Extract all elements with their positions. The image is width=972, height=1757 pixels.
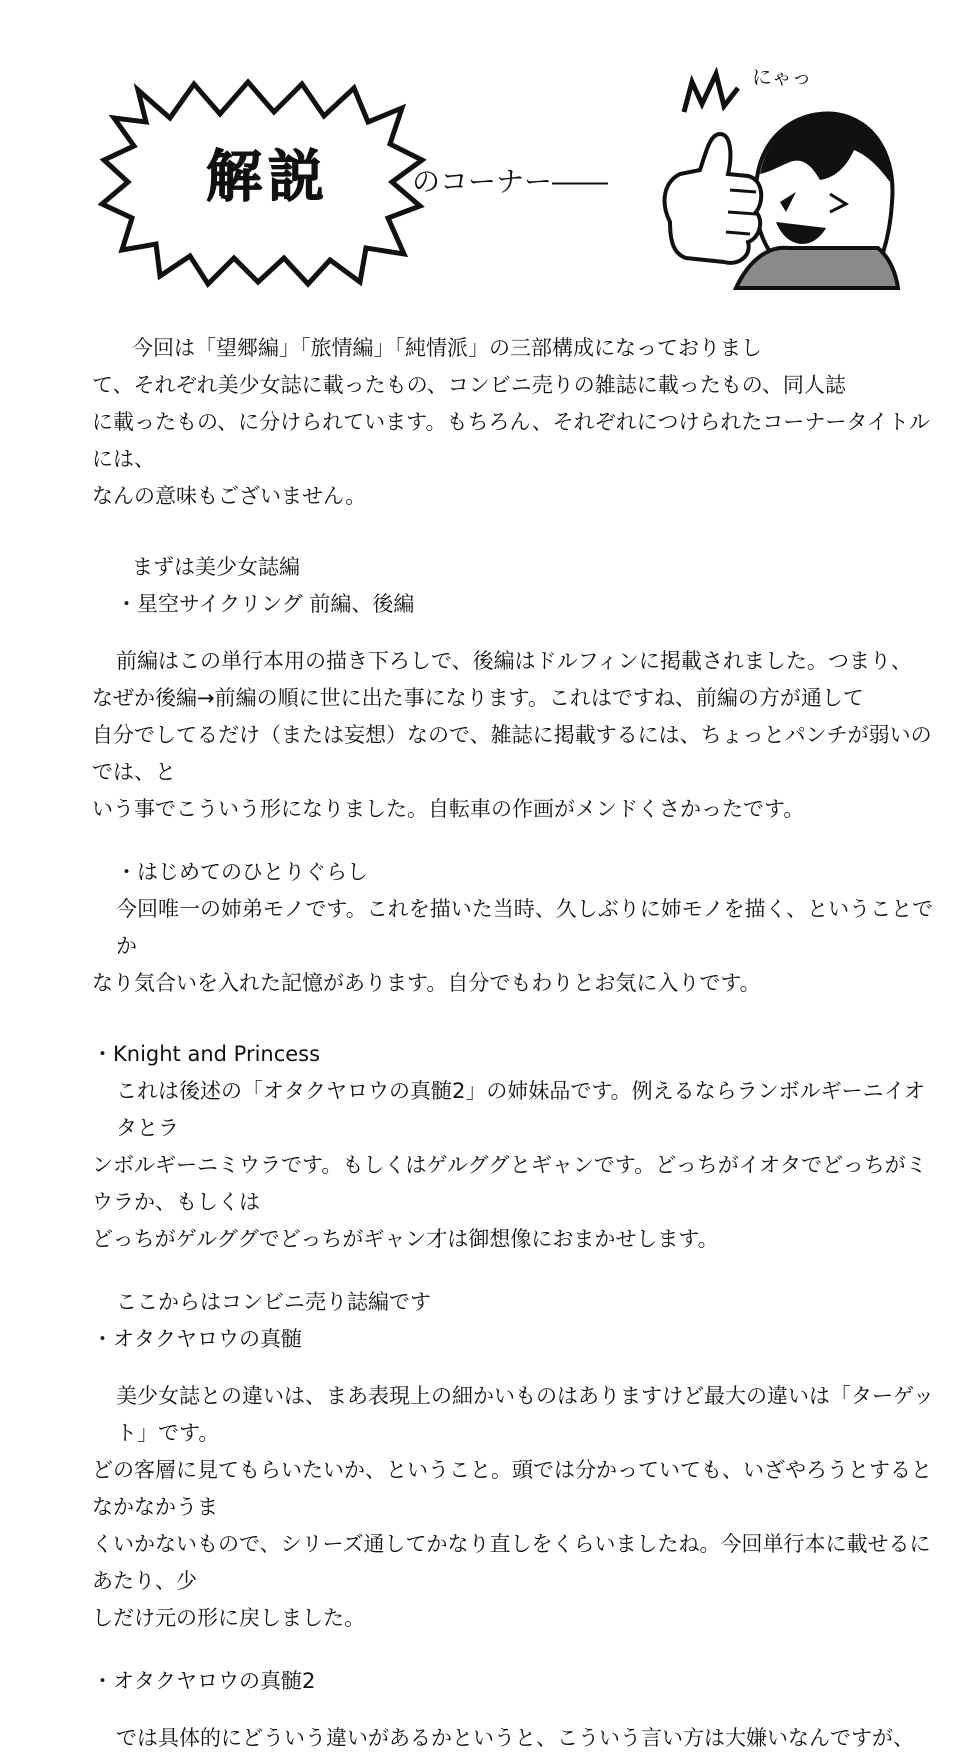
- item-paragraph: [92, 1378, 942, 1637]
- title-suffix: のコーナー――: [412, 165, 609, 198]
- item-paragraph: [92, 1720, 942, 1757]
- paragraph-line: いう事でこういう形になりました。自転車の作画がメンドくさかったです。: [92, 797, 805, 821]
- section-heading: ここからはコンビニ売り誌編です: [116, 1290, 431, 1314]
- page-header: [0, 0, 972, 320]
- thumbs-up-girl-icon: [640, 62, 900, 292]
- item-title: ・Knight and Princess: [92, 1042, 321, 1066]
- paragraph-line: しだけ元の形に戻しました。: [92, 1606, 365, 1630]
- paragraph-line: ンボルギーニミウラです。もしくはゲルググとギャンです。どっちがイオタでどっちがミウラか、もしくは: [92, 1153, 927, 1214]
- page-title: 解説: [206, 145, 330, 210]
- item-title: ・はじめてのひとりぐらし: [116, 860, 368, 884]
- item-title: ・オタクヤロウの真髄2: [92, 1669, 316, 1693]
- intro-line: に載ったもの、に分けられています。もちろん、それぞれにつけられたコーナータイトルには、: [92, 410, 930, 471]
- paragraph-line: 今回唯一の姉弟モノです。これを描いた当時、久しぶりに姉モノを描く、ということでか: [116, 897, 934, 958]
- item-title: ・星空サイクリング 前編、後編: [116, 592, 415, 616]
- paragraph-line: これは後述の「オタクヤロウの真髄2」の姉妹品です。例えるならランボルギーニイオタとラ: [116, 1079, 926, 1140]
- intro-line: 今回は「望郷編」「旅情編」「純情派」の三部構成になっておりまし: [132, 336, 762, 360]
- paragraph-line: では具体的にどういう違いがあるかというと、こういう言い方は大嫌いなんですが、: [116, 1726, 914, 1750]
- intro-paragraph: [92, 330, 942, 515]
- item-paragraph: [92, 1073, 942, 1258]
- paragraph-line: なり気合いを入れた記憶があります。自分でもわりとお気に入りです。: [92, 971, 761, 995]
- paragraph-line: 美少女誌との違いは、まあ表現上の細かいものはありますけど最大の違いは「ターゲット」です。: [116, 1384, 935, 1445]
- paragraph-line: 自分でしてるだけ（または妄想）なので、雑誌に掲載するには、ちょっとパンチが弱いのでは、と: [92, 723, 932, 784]
- section-heading: まずは美少女誌編: [132, 555, 300, 579]
- item-paragraph: [92, 891, 942, 1002]
- intro-line: て、それぞれ美少女誌に載ったもの、コンビニ売りの雑誌に載ったもの、同人誌: [92, 373, 846, 397]
- sound-effect-text: にゃっ: [752, 65, 812, 89]
- mascot-illustration: [640, 62, 900, 292]
- paragraph-line: なぜか後編→前編の順に世に出た事になります。これはですね、前編の方が通して: [92, 686, 864, 710]
- paragraph-line: どっちがゲルググでどっちがギャン才は御想像におまかせします。: [92, 1227, 719, 1251]
- item-paragraph: [92, 643, 942, 828]
- intro-line: なんの意味もございません。: [92, 484, 367, 508]
- paragraph-line: 前編はこの単行本用の描き下ろしで、後編はドルフィンに掲載されました。つまり、: [116, 649, 912, 673]
- paragraph-line: くいかないもので、シリーズ通してかなり直しをくらいましたね。今回単行本に載せるにあたり、少: [92, 1532, 931, 1593]
- paragraph-line: どの客層に見てもらいたいか、ということ。頭では分かっていても、いざやろうとするとなかなかうま: [92, 1458, 932, 1519]
- commentary-body: [92, 330, 942, 1757]
- item-title: ・オタクヤロウの真髄: [92, 1327, 302, 1351]
